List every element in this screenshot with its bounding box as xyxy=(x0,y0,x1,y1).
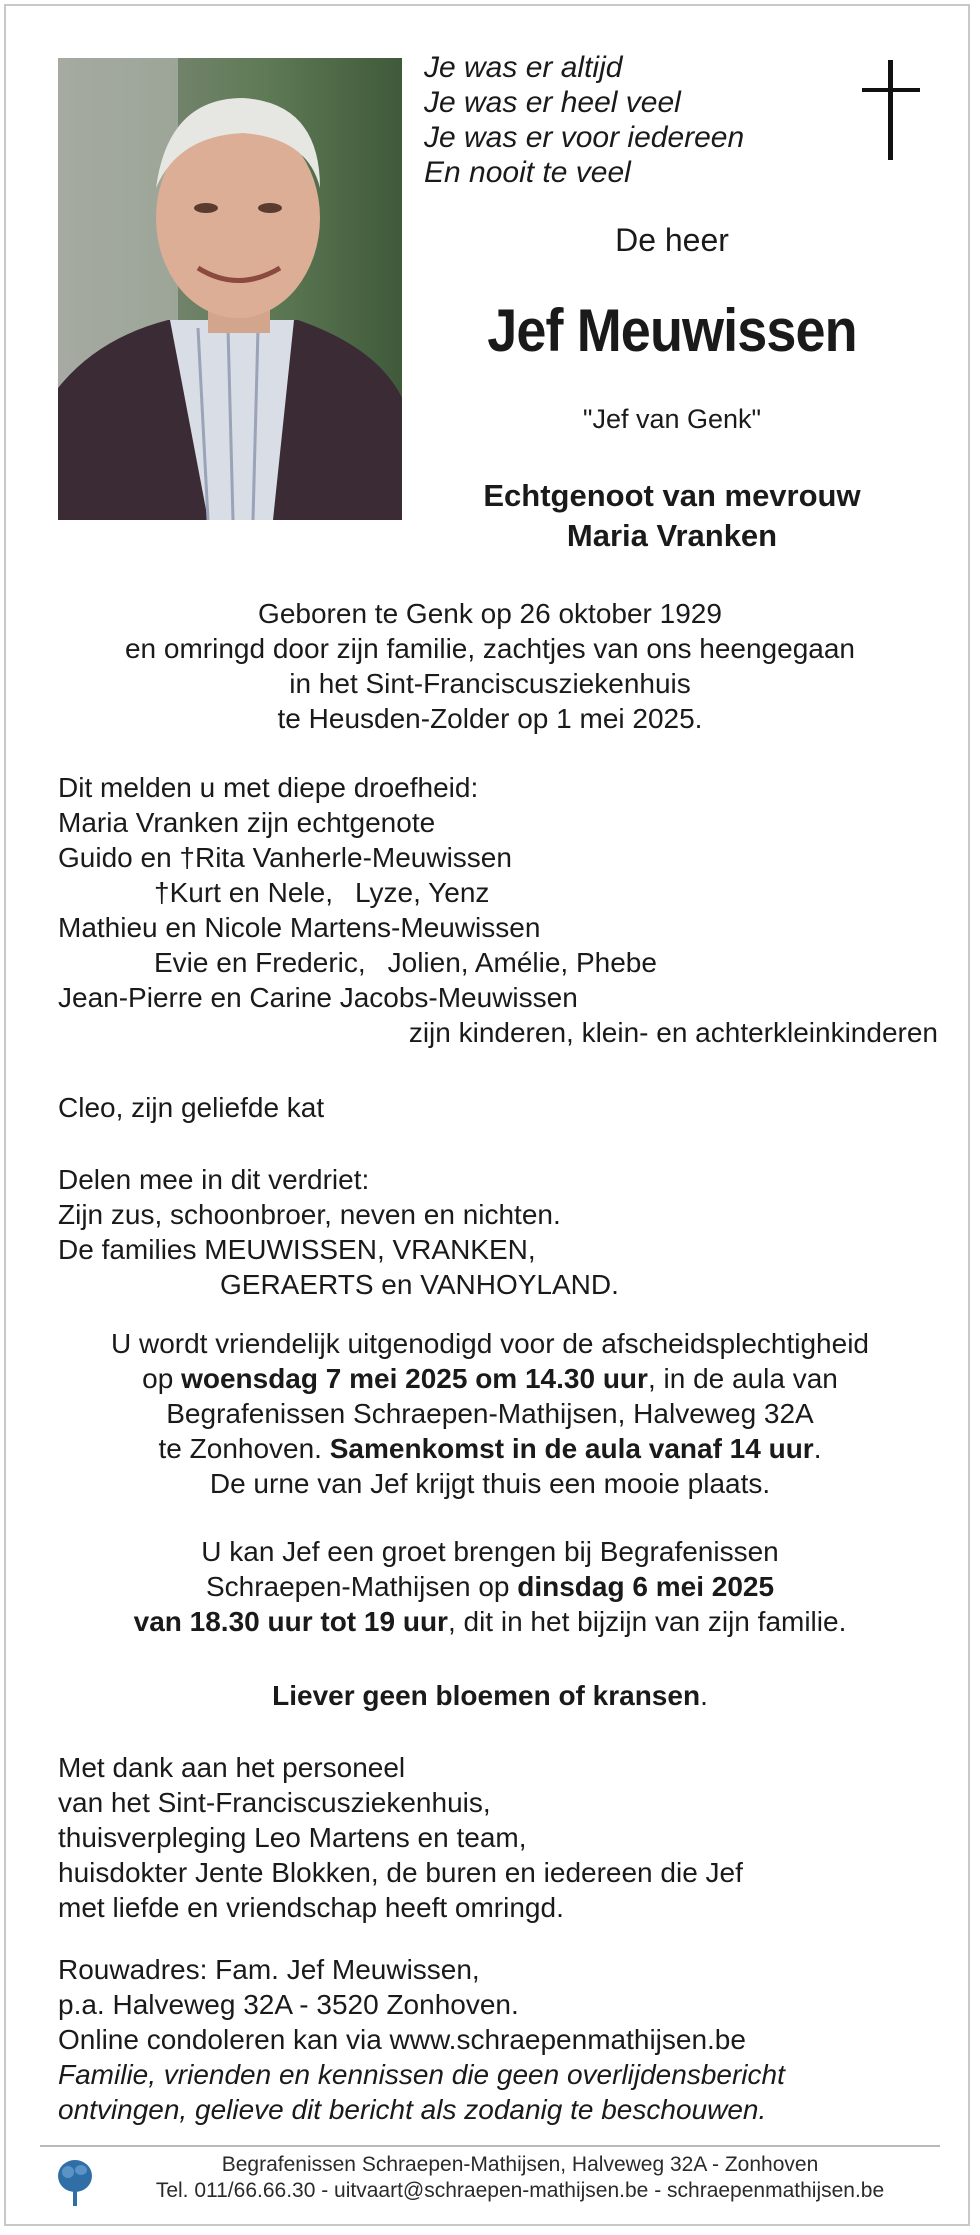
family-greatgrandchildren: Lyze, Yenz xyxy=(355,877,490,908)
spouse-line: Echtgenoot van mevrouw xyxy=(483,478,861,513)
family-summary: zijn kinderen, klein- en achterkleinkinderen xyxy=(408,1017,938,1048)
spouse-info xyxy=(402,476,942,556)
sharing-block xyxy=(58,1162,938,1302)
condolence-link[interactable]: Online condoleren kan via www.schraepenmathijsen.be xyxy=(58,2024,746,2055)
cat-text: Cleo, zijn geliefde kat xyxy=(58,1092,325,1123)
text-fragment: , in de aula van xyxy=(647,1363,838,1394)
address-block xyxy=(58,1952,938,2127)
family-greatgrandchildren: Jolien, Amélie, Phebe xyxy=(387,947,657,978)
cross-icon xyxy=(862,60,922,160)
thanks-line: huisdokter Jente Blokken, de buren en iedereen die Jef xyxy=(58,1857,743,1888)
thanks-line: Met dank aan het personeel xyxy=(58,1752,406,1783)
salutation: De heer xyxy=(615,222,729,258)
family-line: Jean-Pierre en Carine Jacobs-Meuwissen xyxy=(58,982,578,1013)
birth-line: en omringd door zijn familie, zachtjes van ons heengegaan xyxy=(124,633,855,664)
family-line: Maria Vranken zijn echtgenote xyxy=(58,807,436,838)
birth-line: Geboren te Genk op 26 oktober 1929 xyxy=(258,598,722,629)
thanks-line: van het Sint-Franciscusziekenhuis, xyxy=(58,1787,491,1818)
gathering-time: Samenkomst in de aula vanaf 14 uur xyxy=(329,1433,814,1464)
pet-line xyxy=(58,1090,938,1125)
family-line xyxy=(58,945,938,980)
visit-details xyxy=(30,1534,950,1639)
poem-line: Je was er voor iedereen xyxy=(424,121,745,154)
family-list xyxy=(58,770,938,1050)
visit-line xyxy=(30,1569,950,1604)
birth-details xyxy=(30,596,950,736)
footer-company: Begrafenissen Schraepen-Mathijsen, Halveweg 32A - Zonhoven xyxy=(221,2153,819,2176)
sharing-line: Delen mee in dit verdriet: xyxy=(58,1164,370,1195)
birth-line: in het Sint-Franciscusziekenhuis xyxy=(289,668,691,699)
flowers-line xyxy=(30,1678,950,1713)
footer-divider xyxy=(40,2145,940,2147)
ceremony-line: U wordt vriendelijk uitgenodigd voor de afscheidsplechtigheid xyxy=(110,1328,869,1359)
text-fragment: Schraepen-Mathijsen op xyxy=(205,1571,518,1602)
text-fragment: te Zonhoven. xyxy=(158,1433,330,1464)
text-fragment: , dit in het bijzijn van zijn familie. xyxy=(447,1606,847,1637)
poem-line: En nooit te veel xyxy=(424,156,631,189)
text-fragment: . xyxy=(813,1433,822,1464)
visit-date: dinsdag 6 mei 2025 xyxy=(517,1571,775,1602)
footer xyxy=(100,2152,940,2204)
poem-line: Je was er heel veel xyxy=(424,86,681,119)
footer-contact[interactable]: Tel. 011/66.66.30 - uitvaart@schraepen-mathijsen.be - schraepenmathijsen.be xyxy=(155,2179,885,2202)
ceremony-line: De urne van Jef krijgt thuis een mooie plaats. xyxy=(209,1468,771,1499)
thanks-block xyxy=(58,1750,938,1925)
sharing-line: Zijn zus, schoonbroer, neven en nichten. xyxy=(58,1199,561,1230)
note-line: ontvingen, gelieve dit bericht als zodanig te beschouwen. xyxy=(58,2094,767,2125)
nickname: "Jef van Genk" xyxy=(582,404,762,434)
poem xyxy=(424,50,744,190)
family-line: Mathieu en Nicole Martens-Meuwissen xyxy=(58,912,541,943)
ceremony-details xyxy=(30,1326,950,1501)
visit-line: U kan Jef een groet brengen bij Begrafenissen xyxy=(201,1536,779,1567)
family-line: Guido en †Rita Vanherle-Meuwissen xyxy=(58,842,512,873)
address-line: Rouwadres: Fam. Jef Meuwissen, xyxy=(58,1954,480,1985)
birth-line: te Heusden-Zolder op 1 mei 2025. xyxy=(277,703,703,734)
ceremony-line xyxy=(30,1361,950,1396)
sharing-line: De families MEUWISSEN, VRANKEN, xyxy=(58,1234,536,1265)
sharing-line: GERAERTS en VANHOYLAND. xyxy=(220,1269,619,1300)
spouse-name: Maria Vranken xyxy=(566,518,778,553)
family-grandchild: Evie en Frederic, xyxy=(154,947,366,978)
address-line: p.a. Halveweg 32A - 3520 Zonhoven. xyxy=(58,1989,519,2020)
visit-line xyxy=(30,1604,950,1639)
family-grandchild: †Kurt en Nele, xyxy=(154,877,333,908)
deceased-name: Jef Meuwissen xyxy=(487,297,857,364)
ceremony-date: woensdag 7 mei 2025 om 14.30 uur xyxy=(181,1363,648,1394)
visit-time: van 18.30 uur tot 19 uur xyxy=(133,1606,448,1637)
tree-logo-icon xyxy=(56,2158,94,2208)
family-intro: Dit melden u met diepe droefheid: xyxy=(58,772,479,803)
ceremony-line: Begrafenissen Schraepen-Mathijsen, Halveweg 32A xyxy=(166,1398,814,1429)
text-fragment: op xyxy=(142,1363,182,1394)
thanks-line: met liefde en vriendschap heeft omringd. xyxy=(58,1892,564,1923)
text-fragment: . xyxy=(700,1680,708,1711)
flowers-text: Liever geen bloemen of kransen xyxy=(272,1680,701,1711)
note-line: Familie, vrienden en kennissen die geen overlijdensbericht xyxy=(58,2059,785,2090)
flowers-note xyxy=(30,1678,950,1713)
thanks-line: thuisverpleging Leo Martens en team, xyxy=(58,1822,527,1853)
ceremony-line xyxy=(30,1431,950,1466)
poem-line: Je was er altijd xyxy=(424,51,623,84)
portrait-photo xyxy=(58,58,402,520)
family-line xyxy=(58,875,938,910)
